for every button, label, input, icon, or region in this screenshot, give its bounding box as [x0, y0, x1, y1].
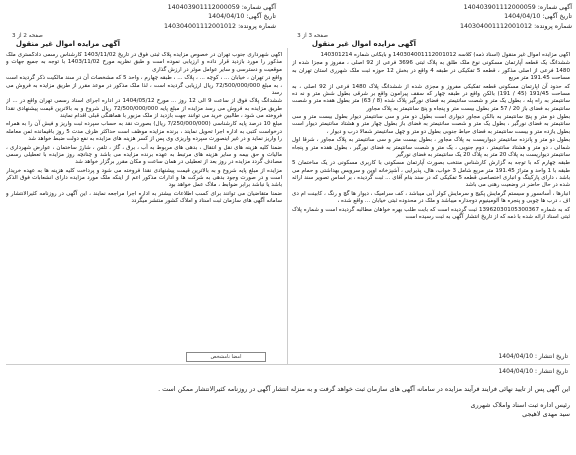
paragraph: ششدانگ پلاک فوق از ساعت 9 الی 12 روز ... مورخ 1404/05/12 در اداره اجرای اسناد رسمی تهران واقع در ... از طریق مزایده به فروش می رسد مزایده از مبلغ پایه 72/500/000/000 ریال شروع و به بالاترین قیمت پیشنهادی نقدا فروخته می شود ، طالبین خرید می توانند جهت بازدید از ملک مزبور با هماهنگی قبلی اقدام نمایند: [6, 98, 282, 119]
closing-block: [10, 385, 570, 420]
closing-note: این آگهی پس از تایید نهائی فرایند فرآیند مزایده در سامانه آگهی های سازمان ثبت خواهد گرفت و به منزله انتشار آگهی در روزنامه کثیرالانتشار ممکن است .: [158, 385, 570, 393]
paragraph: که حدود آن اپارتمان مسکونی قطعه تفکیکی مفروز و مجزی شده از ششدانگ پلاک 1480 فرعی از 92 اصلی ، به مساحت 191/45 (45 / 191) بالکن واقع در طبقه چهار که سقف پیرامون واقع بر شرقی بطول شش متر و نه ده سانتیمتر به راه پله ، بطول یک متر و شصت سانتیمتر به فضای نورگیر پلاک شده (8 / 63) متر بطول هفده متر و شصت سانتیمتر به فضای باز 20 / 57 متر بطول بیست متر و پنجاه و پنج سانتیمتر به پلاک مجاور: [292, 83, 570, 112]
paragraph: که به شماره 13962030105300367 ثبت گردیده است که بابت طلب بهره خواهان مطالبه گردیده است و شماره پلاک ثبتی اسناد ارائه شده با ذمه که از تاریخ انتشار آگهی به ثبت رسیده است: [292, 206, 570, 220]
meta-line: آگهی شماره: 140403901112000059: [167, 4, 276, 11]
paragraph: ششدانگ یک قطعه آپارتمان مسکونی نوع ملک طلق به پلاک ثبتی 3696 فرعی از 92 اصلی ، مفروز و مجزا شده از 1480 فرعی از اصلی مذکور ، قطعه 5 تفکیکی در طبقه 4 واقع در بخش 12 حوزه ثبت ملک شهرری استان تهران به مساحت 191.45 متر مربع: [292, 60, 570, 82]
header-meta-right: [460, 3, 572, 31]
meta-line: تاریخ آگهی: 1404/04/10: [208, 13, 276, 21]
header: [4, 3, 572, 41]
separator: [6, 364, 570, 365]
column-divider: [287, 48, 288, 365]
meta-line: آگهی شماره: 140403901112000059: [463, 4, 572, 11]
paragraph: اگهی شهرداری جنوب تهران در خصوص مزایده پلاک ثبتی فوق در تاریخ 1403/11/02 کارشناس رسمی دادگستری ملک مذکور را مورد بازدید قرار داده و ارزیابی نموده است و طبق نظریه مورخ 1403/11/02 با توجه به جمیع جهات و موقعیت و دسترسی و سایر عوامل موثر در ارزش گذاری: [6, 52, 282, 73]
paragraph: ضمنا کلیه هزینه های نقل و انتقال ، بدهی های مربوط به آب ، برق ، گاز ، تلفن ، شارژ ساختمان ، عوارض شهرداری ، مالیات و حق بیمه و سایر هزینه های مرتبط به عهده برنده مزایده می باشد و چنانچه روز مزایده با تعطیلی رسمی مصادف گردد مزایده در روز بعد از تعطیلی در همان ساعت و مکان مقرر برگزار خواهد شد: [6, 144, 282, 166]
notice-title-right: آگهی مزایده اموال غیر منقول: [311, 40, 416, 48]
meta-line: شماره پرونده: 140304001112001012: [163, 22, 276, 30]
paragraph: انبارها ، آسانسور و سیستم گرمایش پکیج و سرمایش کولر آبی میباشد ، کف سرامیک ، دیوار ها گچ و رنگ ، کابینت ام دی اف ، درب ها چوبی و پنجره ها آلومینیوم دوجداره میباشد و ملک در محدوده ثبتی خیابان ... واقع شده ،: [292, 190, 570, 205]
paragraph: مبلغ 10 درصد پایه کارشناسی (7/250/000/000 ریال) بصورت نقد به حساب سپرده ثبت واریز و فیش آن را به همراه درخواست کتبی به اداره اجرا تحویل نمایند ، برنده مزایده موظف است حداکثر ظرف مدت 5 روز باقیمانده ثمن معامله را واریز نماید و در غیر اینصورت سپرده واریزی وی پس از کسر هزینه های مزایده به نفع دولت ضبط خواهد شد: [6, 121, 282, 143]
page-number-left: صفحه 2 از 3: [12, 33, 43, 39]
paragraph: مزایده از مبلغ پایه شروع و به بالاترین قیمت پیشنهادی نقدا فروخته می شود و پرداخت کلیه هزینه ها به عهده خریدار است و در صورت وجود بدهی به شرکت ها و ادارات مذکور اعم از اینکه ملک مورد مزایده دارای انشعابات فوق الذکر باشد یا نباشد برابر ضوابط ، ملاک عمل خواهد بود: [6, 167, 282, 189]
issuer-office: رئیس اداره ثبت اسناد واملاک شهرری: [470, 400, 570, 409]
publish-date-bottom: تاریخ انتشار : 1404/04/10: [498, 368, 568, 375]
meta-line: شماره پرونده: 140304001112001012: [459, 22, 572, 30]
issuer-name: سید مهدی لاهیجی: [522, 410, 570, 419]
paragraph: واقع در تهران ، خیابان ... ، کوچه ... ، پلاک ... ، طبقه چهارم ، واحد 5 که مشخصات آن در سند مالکیت ذکر گردیده است ، به مبلغ 72/500/000/000 ریال ارزیابی گردیده است ، لذا ملک مذکور در موعد مقرر از طریق مزایده به فروش می رسد: [6, 75, 282, 96]
notice-title-left: آگهی مزایده اموال غیر منقول: [15, 40, 120, 48]
paragraph: بطول دو متر و پنج سانتیمتر به بالکن مجاور دیواری است بطول دو متر و سی سانتیمتر دیوار بطول بیست متر و سی سانتیمتر به فضای نورگیر ، بطول یک متر و شصت سانتیمتر به فضای باز بطول چهار متر و هشتاد سانتیمتر دیوار است بطول یازده متر و بیست سانتیمتر به فضای حیاط جنوبی بطول دو متر و چهل سانتیمتر شمالا درب و دیوار ،: [292, 114, 570, 135]
meta-line: تاریخ آگهی: 1404/04/10: [504, 13, 572, 21]
publish-date: تاریخ انتشار : 1404/04/10: [498, 353, 568, 360]
paragraph: ضمنا متقاضیان می توانند برای کسب اطلاعات بیشتر به اداره اجرا مراجعه نمایند ، این آگهی در روزنامه کثیرالانتشار و سامانه آگهی های سازمان ثبت اسناد و املاک کشور منتشر میگردد: [6, 190, 282, 205]
paragraph: طبقه چهارم که با توجه به گزارش کارشناس منتخب بصورت آپارتمان مسکونی با کاربری مسکونی در یک ساختمان 5 طبقه با 1 واحد و متراژ 191.45 متر مربع شامل 3 خواب، هال، پذیرایی ، آشپزخانه اوپن و سرویس بهداشتی و حمام می باشد ، دارای پارکینگ و انباری اختصاصی قطعه 5 تفکیکی که در سند بنام آقای ... ثبت گردیده ، بر اساس تصویر سند ارائه شده در حال حاضر در وضعیت رهنی می باشد: [292, 160, 570, 189]
paragraph: اگهی مزایده اموال غیر منقول (اسناد ذمه) کلاسه 140304001112001012 و بایگانی شماره 140301214: [320, 52, 570, 58]
notice-column-right: [292, 52, 570, 352]
header-meta-mid: [164, 3, 276, 31]
paragraph: بطول دو متر و پانزده سانتیمتر دیواریست به پلاک مجاور ، بطول بیست متر و سی سانتیمتر به پلاک مجاور ، شرقا اول شمالی ، دو متر و هشتاد سانتیمتر ، دوم جنوبی ، یک متر و شصت سانتیمتر به فضای نورگیر ، بطول هفده متر و پنجاه سانتیمتر دیواریست به پلاک 20 متر به پلاک 20 یک سانتیمتر به فضای نورگیر: [292, 137, 570, 158]
signature-box: امضا نامشخص: [186, 352, 266, 362]
page-number-center: صفحه 3 از 3: [297, 33, 328, 39]
notice-column-left: [6, 52, 282, 352]
